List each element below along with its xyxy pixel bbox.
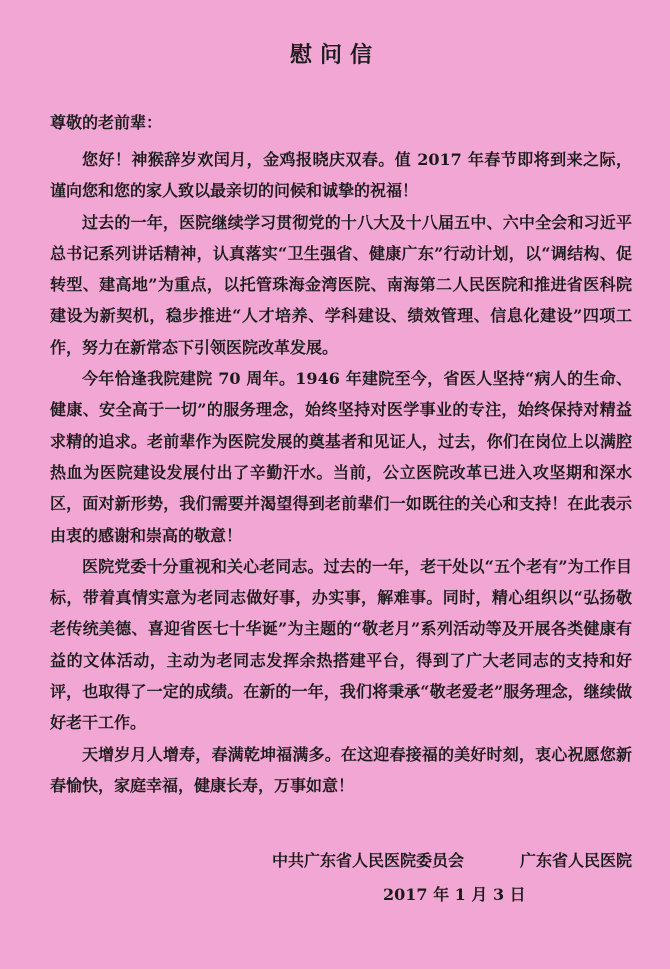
letter-body: [50, 144, 632, 801]
paragraph-elder-care: 医院党委十分重视和关心老同志。过去的一年，老干处以“五个老有”为工作目标，带着真情实意为老同志做好事，办实事，解难事。同时，精心组织以“弘扬敬老传统美德、喜迎省医七十华诞”为主题的“敬老月”系列活动等及开展各类健康有益的文体活动，主动为老同志发挥余热搭建平台，得到了广大老同志的支持和好评，也取得了一定的成绩。在新的一年，我们将秉承“敬老爱老”服务理念，继续做好老干工作。: [50, 556, 632, 733]
paragraph-past-year: 过去的一年，医院继续学习贯彻党的十八大及十八届五中、六中全会和习近平总书记系列讲话精神，认真落实“卫生强省、健康广东”行动计划，以“调结构、促转型、建高地”为重点，以托管珠海金湾医院、南海第二人民医院和推进省医科院建设为新契机，稳步推进“人才培养、学科建设、绩效管理、信息化建设”四项工作，努力在新常态下引领医院改革发展。: [50, 212, 632, 357]
paragraph-anniversary: 今年恰逢我院建院 70 周年。1946 年建院至今，省医人坚持“病人的生命、健康、安全高于一切”的服务理念，始终坚持对医学事业的专注，始终保持对精益求精的追求。老前辈作为医院发展的奠基者和见证人，过去，你们在岗位上以满腔热血为医院建设发展付出了辛勤汗水。当前，公立医院改革已进入攻坚期和深水区，面对新形势，我们需要并渴望得到老前辈们一如既往的关心和支持！在此表示由衷的感谢和崇高的敬意！: [50, 369, 632, 545]
paragraph-greeting: 您好！神猴辞岁欢闰月，金鸡报晓庆双春。值 2017 年春节即将到来之际，谨向您和您的家人致以最亲切的问候和诚挚的祝福！: [50, 150, 632, 201]
signatory-party-committee: 中共广东省人民医院委员会: [272, 851, 465, 870]
signatory-hospital: 广东省人民医院: [519, 851, 632, 870]
salutation: 尊敬的老前辈：: [50, 113, 163, 132]
letter-title: 慰问信: [289, 42, 380, 68]
letter-date: 2017 年 1 月 3 日: [383, 885, 526, 904]
signature-block: [272, 848, 632, 871]
paragraph-blessing: 天增岁月人增寿，春满乾坤福满多。在这迎春接福的美好时刻，衷心祝愿您新春愉快，家庭幸福，健康长寿，万事如意！: [50, 744, 632, 795]
